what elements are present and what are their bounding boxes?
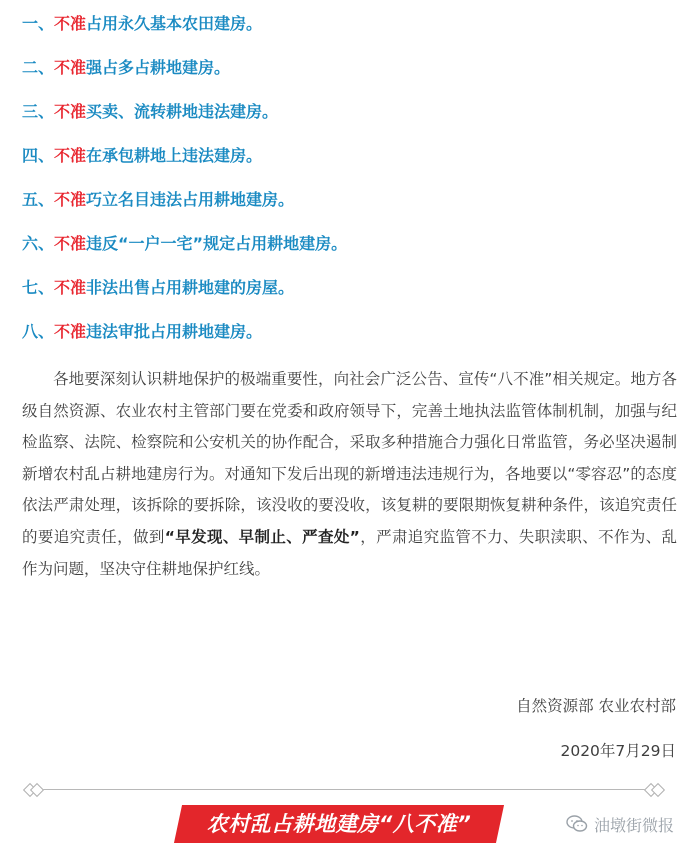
watermark — [566, 812, 674, 836]
rule-text: 在承包耕地上违法建房。 — [86, 146, 263, 165]
rule-negation: 不准 — [54, 190, 87, 209]
body-paragraph — [22, 364, 677, 585]
divider — [24, 784, 664, 796]
watermark-text: 油墩街微报 — [593, 815, 674, 835]
rule-item — [22, 185, 294, 215]
rule-number: 一、 — [22, 14, 55, 33]
rule-item — [22, 97, 278, 127]
rule-text: 占用永久基本农田建房。 — [86, 14, 263, 33]
rule-item — [22, 317, 262, 347]
rule-text: 巧立名目违法占用耕地建房。 — [86, 190, 295, 209]
rule-number: 八、 — [22, 322, 55, 341]
rule-negation: 不准 — [54, 278, 87, 297]
date: 2020年7月29日 — [560, 742, 676, 760]
rule-text: 违法审批占用耕地建房。 — [86, 322, 263, 341]
rule-number: 七、 — [22, 278, 55, 297]
rule-text: 非法出售占用耕地建的房屋。 — [86, 278, 295, 297]
rule-text: 买卖、流转耕地违法建房。 — [86, 102, 279, 121]
paragraph-emphasis: “早发现、早制止、严查处” — [164, 527, 360, 546]
rule-item — [22, 9, 262, 39]
rule-negation: 不准 — [54, 102, 87, 121]
rule-negation: 不准 — [54, 146, 87, 165]
signature: 自然资源部 农业农村部 — [516, 697, 676, 715]
rule-number: 五、 — [22, 190, 55, 209]
rule-number: 四、 — [22, 146, 55, 165]
rule-item — [22, 53, 230, 83]
rule-text: 违反“一户一宅”规定占用耕地建房。 — [86, 234, 348, 253]
rule-number: 二、 — [22, 58, 55, 77]
rule-item — [22, 229, 347, 259]
divider-line — [38, 789, 650, 790]
rule-negation: 不准 — [54, 14, 87, 33]
rule-number: 六、 — [22, 234, 55, 253]
paragraph-text: 各地要深刻认识耕地保护的极端重要性，向社会广泛公告、宣传“八不准”相关规定。地方各级自然资源、农业农村主管部门要在党委和政府领导下，完善土地执法监管体制机制，加强与纪检监察、法院、检察院和公安机关的协作配合，采取多种措施合力强化日常监管，务必坚决遏制新增农村乱占耕地建房行为。对通知下发后出现的新增违法违规行为，各地要以“零容忍”的态度依法严肃处理，该拆除的要拆除，该没收的要没收，该复耕的要限期恢复耕种条件，该追究责任的要追究责任，做到 — [22, 370, 677, 546]
rule-number: 三、 — [22, 102, 55, 121]
banner-title: 农村乱占耕地建房“八不准” — [206, 812, 472, 836]
rule-negation: 不准 — [54, 58, 87, 77]
rule-negation: 不准 — [54, 234, 87, 253]
rule-item — [22, 273, 294, 303]
rule-item — [22, 141, 262, 171]
rule-negation: 不准 — [54, 322, 87, 341]
paragraph-text-end: ，严肃追究监管不力、失职渎职、不作为、乱作为问题，坚决守住耕地保护红线。 — [22, 527, 677, 578]
wechat-icon — [566, 815, 588, 833]
rule-text: 强占多占耕地建房。 — [86, 58, 231, 77]
